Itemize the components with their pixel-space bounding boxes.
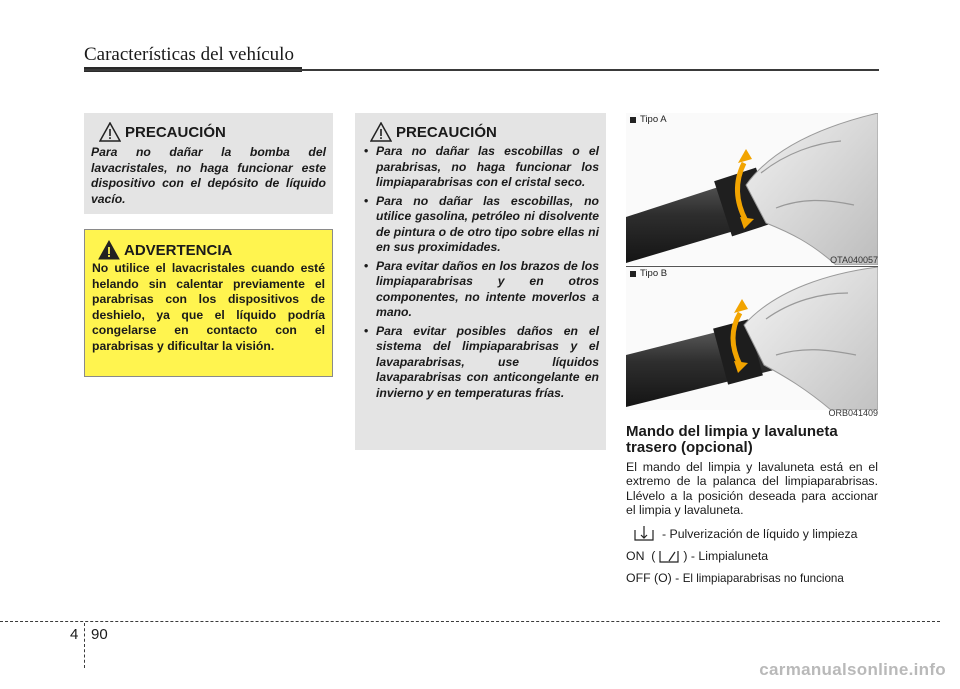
- wiper-stalk-illustration: [626, 113, 878, 265]
- caution-list: [362, 144, 599, 401]
- page-header-title: Características del vehículo: [84, 44, 294, 65]
- warning-box: [84, 229, 333, 377]
- caution-heading: [362, 122, 599, 142]
- section-title: Mando del limpia y lavaluneta trasero (opcional): [626, 423, 838, 456]
- figure-label-type-a: [630, 114, 667, 125]
- on-row: [626, 547, 886, 565]
- wiper-switch-photo-type-b: [626, 267, 878, 410]
- caution-title: PRECAUCIÓN: [125, 123, 226, 141]
- caution-box-middle: [355, 113, 606, 450]
- watermark: carmanualsonline.info: [759, 660, 946, 679]
- wiper-stalk-illustration: [626, 267, 878, 410]
- page-number: 90: [91, 626, 108, 643]
- spray-description: - Pulverización de líquido y limpieza: [662, 527, 858, 541]
- on-label: ON (: [626, 549, 656, 563]
- caution-item: • Para evitar posibles daños en el sistema del limpiaparabrisas y el lavaparabrisas, use líquidos lavaparabrisas con anticongelante en invierno y en temperaturas frías.: [362, 324, 599, 402]
- rear-wiper-icon: [657, 547, 681, 565]
- figure-label-text: Tipo B: [640, 268, 668, 279]
- footer-dashed-rule: [0, 621, 940, 622]
- footer-dashed-divider: [84, 623, 85, 668]
- warning-triangle-icon: [370, 122, 392, 142]
- square-bullet-icon: [630, 271, 636, 277]
- chapter-number: 4: [70, 626, 79, 643]
- square-bullet-icon: [630, 117, 636, 123]
- spray-row: [626, 525, 886, 543]
- on-description: ) - Limpialuneta: [683, 549, 769, 563]
- warning-title: ADVERTENCIA: [124, 241, 233, 259]
- caution-item: • Para evitar daños en los brazos de los limpiaparabrisas y en otros componentes, no intente moverlos a mano.: [362, 259, 599, 321]
- caution-text: Para no dañar la bomba del lavacristales, no haga funcionar este dispositivo con el depósito de líquido vacío.: [91, 145, 326, 206]
- washer-spray-icon: [632, 525, 656, 543]
- figure-label-type-b: [630, 268, 667, 279]
- warning-heading: [92, 240, 325, 260]
- off-row: [626, 571, 886, 585]
- off-label: OFF (O) -: [626, 571, 683, 585]
- warning-triangle-filled-icon: [98, 240, 120, 260]
- caution-box-left: [84, 113, 333, 214]
- figure-label-text: Tipo A: [640, 114, 667, 125]
- warning-text: No utilice el lavacristales cuando esté helando sin calentar previamente el parabrisas con los dispositivos de deshielo, ya que el líquido podría congelarse en contacto con el parabrisas y dificultar la visión.: [92, 261, 325, 353]
- wiper-switch-photo-type-a: [626, 113, 878, 265]
- figure-code: ORB041409: [828, 408, 878, 418]
- caution-heading: [91, 122, 326, 142]
- section-body: El mando del limpia y lavaluneta está en el extremo de la palanca del limpiaparabrisas. Llévelo a la posición deseada para accionar el limpia y lavaluneta.: [626, 460, 878, 518]
- caution-title: PRECAUCIÓN: [396, 123, 497, 141]
- caution-item: • Para no dañar las escobillas o el parabrisas, no haga funcionar los limpiaparabrisas con el cristal seco.: [362, 144, 599, 191]
- off-description: El limpiaparabrisas no funciona: [682, 571, 844, 585]
- warning-triangle-icon: [99, 122, 121, 142]
- header-rule: [84, 69, 879, 71]
- figure-code: OTA040057: [830, 255, 878, 265]
- caution-item: • Para no dañar las escobillas, no utilice gasolina, petróleo ni disolvente de pintura o de otro tipo sobre ellas ni en sus proximidades.: [362, 194, 599, 256]
